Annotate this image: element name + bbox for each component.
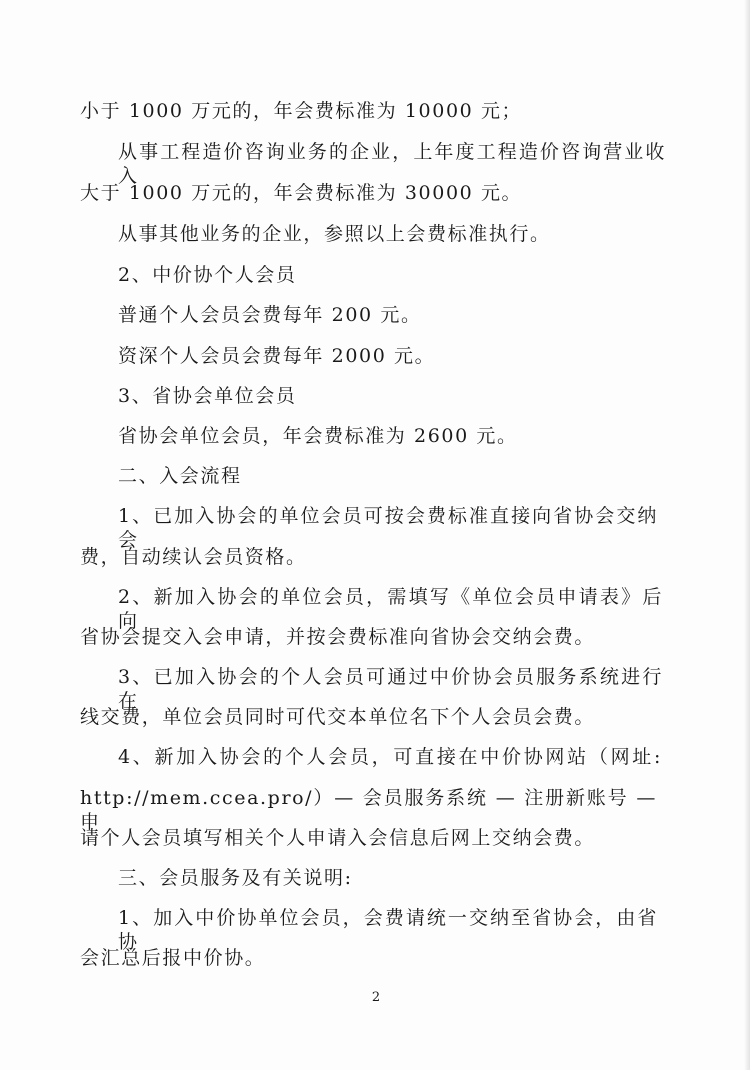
text-line: 省协会单位会员，年会费标准为 2600 元。 bbox=[118, 425, 518, 447]
text-line: 1、加入中价协单位会员，会费请统一交纳至省协会，由省协 bbox=[118, 907, 658, 953]
page-edge-shadow bbox=[744, 0, 750, 1070]
text-line: 请个人会员填写相关个人申请入会信息后网上交纳会费。 bbox=[80, 827, 596, 849]
text-line: 大于 1000 万元的，年会费标准为 30000 元。 bbox=[80, 182, 523, 204]
text-line: 小于 1000 万元的，年会费标准为 10000 元； bbox=[80, 100, 523, 122]
section-heading: 3、省协会单位会员 bbox=[118, 385, 297, 407]
text-line: 省协会提交入会申请，并按会费标准向省协会交纳会费。 bbox=[80, 626, 596, 648]
text-line: 4、新加入协会的个人会员，可直接在中价协网站（网址: bbox=[118, 746, 662, 768]
text-line: 1、已加入协会的单位会员可按会费标准直接向省协会交纳会 bbox=[118, 505, 658, 551]
text-line: 普通个人会员会费每年 200 元。 bbox=[118, 304, 422, 326]
text-line: 资深个人会员会费每年 2000 元。 bbox=[118, 345, 436, 367]
text-line: 费，自动续认会员资格。 bbox=[80, 546, 307, 568]
text-line: 会汇总后报中价协。 bbox=[80, 947, 266, 969]
section-heading: 2、中价协个人会员 bbox=[118, 264, 297, 286]
text-line: 从事其他业务的企业，参照以上会费标准执行。 bbox=[118, 223, 551, 245]
section-heading: 三、会员服务及有关说明: bbox=[118, 867, 353, 889]
text-line: 从事工程造价咨询业务的企业，上年度工程造价咨询营业收入 bbox=[118, 141, 666, 187]
text-line: 2、新加入协会的单位会员，需填写《单位会员申请表》后向 bbox=[118, 586, 663, 632]
section-heading: 二、入会流程 bbox=[118, 465, 242, 487]
text-line: http://mem.ccea.pro/）— 会员服务系统 — 注册新账号 — 申 bbox=[80, 787, 657, 833]
text-line: 3、已加入协会的个人会员可通过中价协会员服务系统进行在 bbox=[118, 666, 663, 712]
text-line: 线交费，单位会员同时可代交本单位名下个人会员会费。 bbox=[80, 706, 596, 728]
page-number: 2 bbox=[371, 990, 381, 1005]
